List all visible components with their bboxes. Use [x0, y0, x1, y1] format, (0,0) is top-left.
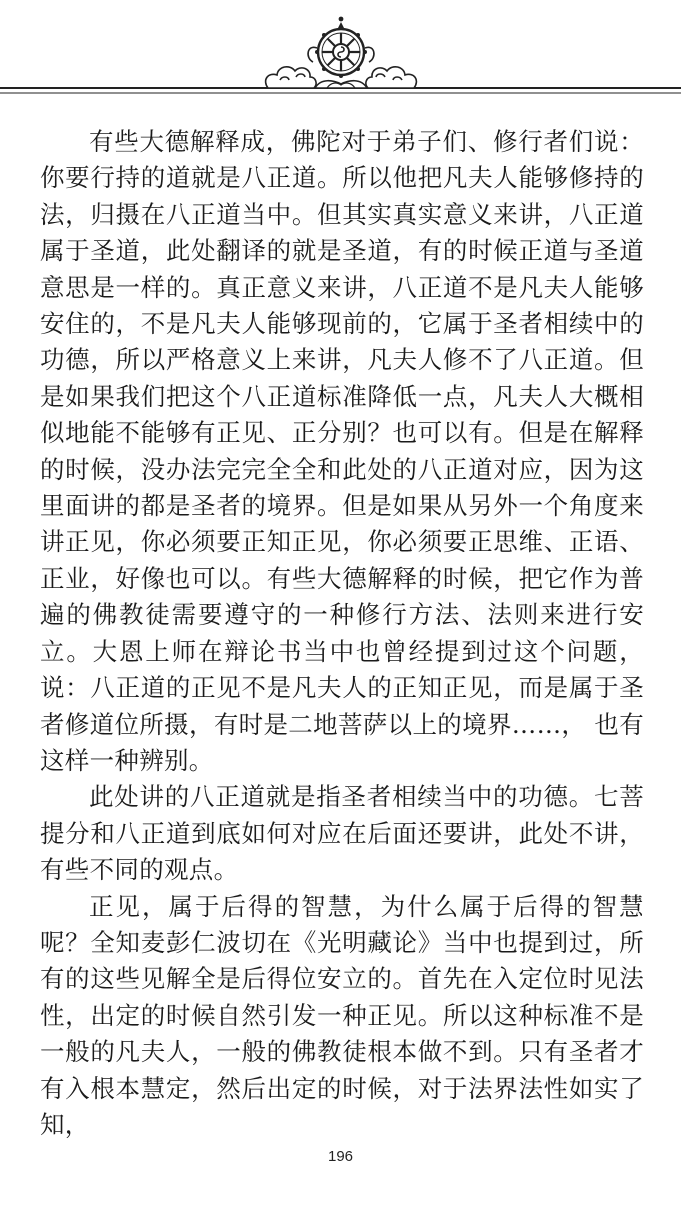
dharma-wheel-icon — [308, 17, 374, 88]
paragraph-1: 有些大德解释成，佛陀对于弟子们、修行者们说：你要行持的道就是八正道。所以他把凡夫人能够修持的法，归摄在八正道当中。但其实真实意义来讲，八正道属于圣道，此处翻译的就是圣道，有的时候正道与圣道意思是一样的。真正意义来讲，八正道不是凡夫人能够安住的，不是凡夫人能够现前的，它属于圣者相续中的功德，所以严格意义上来讲，凡夫人修不了八正道。但是如果我们把这个八正道标准降低一点，凡夫人大概相似地能不能够有正见、正分别？也可以有。但是在解释的时候，没办法完完全全和此处的八正道对应，因为这里面讲的都是圣者的境界。但是如果从另外一个角度来讲正见，你必须要正知正见，你必须要正思维、正语、正业，好像也可以。有些大德解释的时候，把它作为普遍的佛教徒需要遵守的一种修行方法、法则来进行安立。大恩上师在辩论书当中也曾经提到过这个问题，说：八正道的正见不是凡夫人的正知正见，而是属于圣者修道位所摄，有时是二地菩萨以上的境界……， 也有这样一种辨别。 — [40, 127, 644, 775]
paragraph-2: 此处讲的八正道就是指圣者相续当中的功德。七菩提分和八正道到底如何对应在后面还要讲，此处不讲，有些不同的观点。 — [40, 782, 644, 885]
paragraph-3: 正见，属于后得的智慧，为什么属于后得的智慧呢？全知麦彭仁波切在《光明藏论》当中也提到过，所有的这些见解全是后得位安立的。首先在入定位时见法性，出定的时候自然引发一种正见。所以这种标准不是一般的凡夫人，一般的佛教徒根本做不到。只有圣者才有入根本慧定，然后出定的时候，对于法界法性如实了知， — [40, 891, 644, 1139]
header-ornament — [0, 0, 681, 112]
page-body — [40, 124, 644, 1143]
page-number: 196 — [327, 1148, 354, 1165]
left-cloud-icon — [266, 67, 316, 88]
right-cloud-icon — [366, 67, 416, 88]
